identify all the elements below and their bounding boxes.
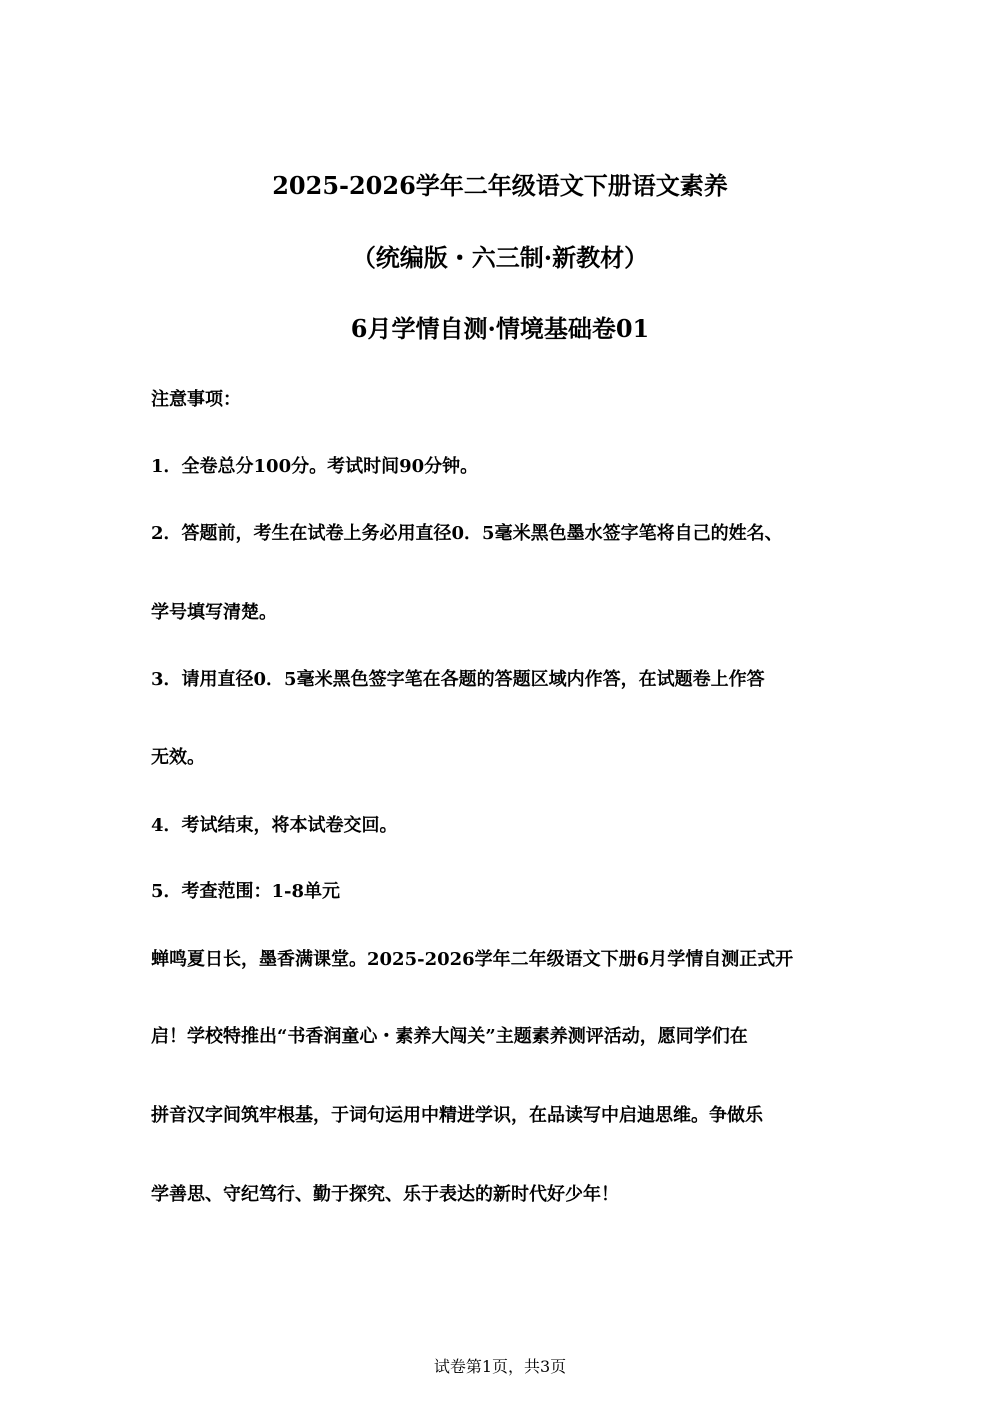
notice-item-3-line-2: 无效。 [151, 747, 205, 768]
notice-item-4: 4．考试结束，将本试卷交回。 [151, 815, 398, 836]
notice-item-5: 5．考查范围：1-8单元 [151, 881, 341, 902]
notice-heading: 注意事项： [151, 389, 241, 410]
notice-item-2-line-1: 2．答题前，考生在试卷上务必用直径0．5毫米黑色墨水签字笔将自己的姓名、 [151, 523, 783, 544]
intro-line-1: 蝉鸣夏日长，墨香满课堂。2025-2026学年二年级语文下册6月学情自测正式开 [151, 949, 794, 970]
notice-item-3-line-1: 3．请用直径0．5毫米黑色签字笔在各题的答题区域内作答，在试题卷上作答 [151, 669, 765, 690]
intro-line-4: 学善思、守纪笃行、勤于探究、乐于表达的新时代好少年！ [151, 1184, 619, 1205]
notice-item-2-line-2: 学号填写清楚。 [151, 602, 277, 623]
page-footer: 试卷第1页，共3页 [433, 1357, 567, 1376]
intro-line-2: 启！学校特推出“书香润童心・素养大闯关”主题素养测评活动，愿同学们在 [151, 1026, 748, 1047]
notice-item-1: 1．全卷总分100分。考试时间90分钟。 [151, 456, 479, 477]
intro-line-3: 拼音汉字间筑牢根基，于词句运用中精进学识，在品读写中启迪思维。争做乐 [151, 1105, 763, 1126]
test-subtitle: 6月学情自测·情境基础卷01 [350, 314, 650, 343]
exam-title: 2025-2026学年二年级语文下册语文素养 [272, 171, 728, 200]
edition-subtitle: （统编版・六三制·新教材） [351, 243, 649, 272]
